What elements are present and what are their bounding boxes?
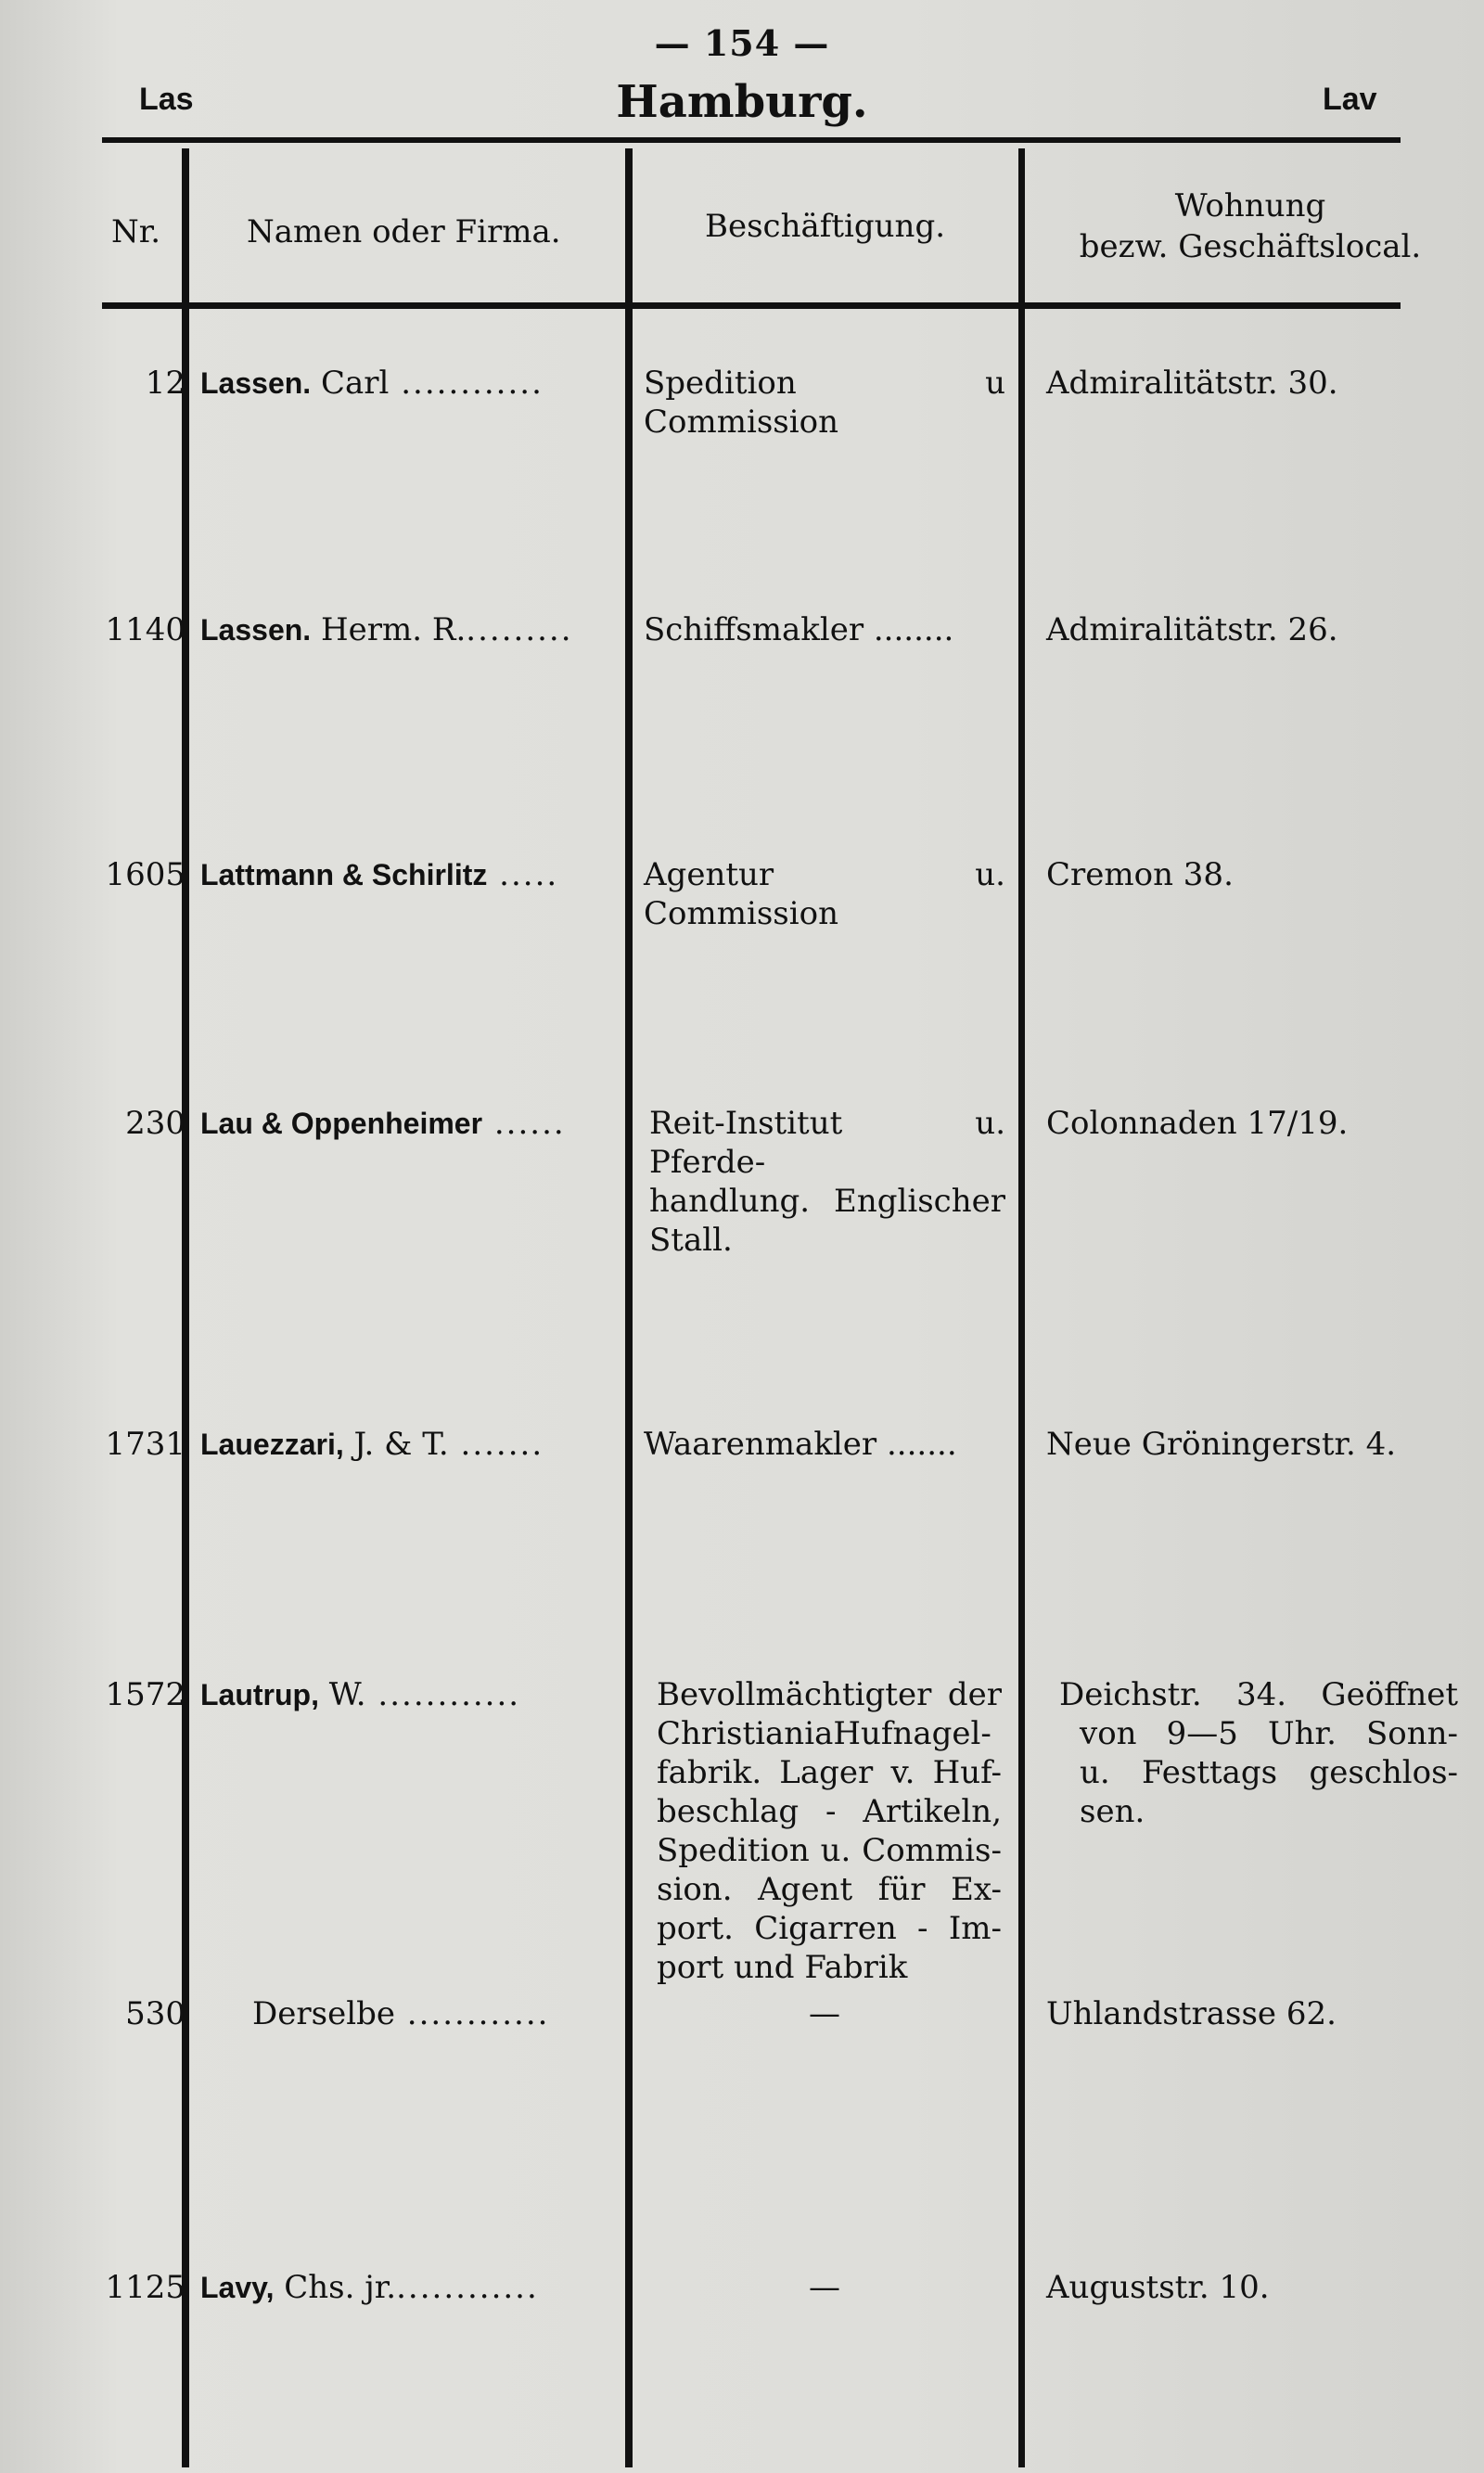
entry-name bbox=[200, 2268, 620, 2307]
entry-address-line: Colonnaden 17/19. bbox=[1046, 1105, 1349, 1142]
entry-name bbox=[200, 1104, 620, 1143]
entry-address bbox=[1046, 2268, 1454, 2307]
entry-address-line: Cremon 38. bbox=[1046, 856, 1234, 893]
entry-name-leader: ............ bbox=[396, 2269, 539, 2306]
entry-occupation-line: Reit-Institut u. Pferde- bbox=[649, 1105, 1005, 1181]
entry-name-rest: Carl bbox=[311, 365, 390, 402]
entry-occupation-line: Schiffsmakler ........ bbox=[644, 611, 954, 648]
right-running-head: Lav bbox=[1323, 82, 1377, 117]
entry-name-main: Lau & Oppenheimer bbox=[200, 1107, 483, 1140]
top-rule bbox=[102, 137, 1401, 143]
entry-name-rest: Herm. R. bbox=[311, 611, 467, 648]
entry-address-line: Auguststr. 10. bbox=[1046, 2269, 1270, 2306]
header-rule bbox=[102, 302, 1401, 309]
entry-occupation bbox=[644, 1425, 1005, 1464]
page-number: — 154 — bbox=[654, 22, 830, 64]
page-title: Hamburg. bbox=[616, 76, 868, 128]
entry-address-line: Uhlandstrasse 62. bbox=[1046, 1995, 1337, 2032]
entry-name-leader: ......... bbox=[466, 611, 573, 648]
entry-name-leader: ....... bbox=[448, 1426, 544, 1463]
entry-number: 1605 bbox=[105, 856, 186, 893]
entry-occupation bbox=[644, 855, 1005, 933]
column-header-name: Namen oder Firma. bbox=[247, 213, 561, 250]
column-header-address-line1: Wohnung bbox=[1174, 187, 1326, 224]
column-header-occupation: Beschäftigung. bbox=[705, 208, 946, 245]
entry-address-line: Admiralitätstr. 26. bbox=[1046, 611, 1338, 648]
column-header-address-line2: bezw. Geschäftslocal. bbox=[1079, 228, 1422, 265]
entry-occupation-line: Spedition u. Commis- bbox=[657, 1832, 1002, 1869]
entry-address bbox=[1046, 1994, 1454, 2033]
entry-number: 1140 bbox=[105, 611, 186, 648]
entry-name bbox=[200, 610, 620, 649]
entry-occupation-line: port. Cigarren - Im- bbox=[657, 1910, 1002, 1947]
entry-name-leader: ............ bbox=[365, 1676, 521, 1713]
entry-occupation-line: Bevollmächtigter der bbox=[657, 1676, 1002, 1713]
column-header-nr: Nr. bbox=[111, 213, 161, 250]
entry-name bbox=[200, 1425, 620, 1464]
entry-name bbox=[200, 1675, 620, 1714]
entry-name bbox=[252, 1994, 672, 2033]
entry-name bbox=[200, 364, 620, 403]
entry-occupation-line: ChristianiaHufnagel- bbox=[657, 1715, 991, 1752]
column-divider-occupation-address bbox=[1018, 148, 1025, 2467]
entry-address-line: u. Festtags geschlos- bbox=[1080, 1754, 1458, 1791]
entry-occupation-line: Spedition u Commission bbox=[644, 365, 1005, 441]
entry-occupation-line: handlung. Englischer bbox=[649, 1183, 1005, 1220]
column-header-address bbox=[1046, 186, 1454, 267]
entry-address bbox=[1046, 364, 1454, 403]
entry-number: 230 bbox=[125, 1105, 186, 1142]
entry-name bbox=[200, 855, 620, 894]
entry-address-line: Deichstr. 34. Geöffnet bbox=[1059, 1676, 1458, 1713]
entry-name-rest: J. & T. bbox=[343, 1426, 449, 1463]
entry-occupation-line: port und Fabrik bbox=[657, 1949, 908, 1986]
entry-name-main: Lauezzari, bbox=[200, 1428, 344, 1461]
entry-name-rest: W. bbox=[318, 1676, 366, 1713]
entry-address bbox=[1046, 855, 1454, 894]
entry-number: 530 bbox=[125, 1995, 186, 2032]
entry-name-leader: ...... bbox=[482, 1105, 566, 1142]
entry-name-leader: ............ bbox=[394, 1995, 550, 2032]
entry-address-line: Admiralitätstr. 30. bbox=[1046, 365, 1338, 402]
entry-address-line: von 9—5 Uhr. Sonn- bbox=[1080, 1715, 1458, 1752]
column-divider-nr-name bbox=[182, 148, 189, 2467]
entry-occupation bbox=[644, 364, 1005, 442]
entry-name-main: Lassen. bbox=[200, 366, 312, 400]
entry-address-line: sen. bbox=[1080, 1793, 1145, 1830]
column-divider-name-occupation bbox=[625, 148, 633, 2467]
entry-address bbox=[1046, 1104, 1454, 1143]
entry-name-leader: ..... bbox=[487, 856, 559, 893]
entry-occupation bbox=[657, 1675, 1002, 1987]
entry-name-main: Lattmann & Schirlitz bbox=[200, 858, 488, 891]
entry-occupation-line: — bbox=[809, 1995, 840, 2032]
entry-address-line: Neue Gröningerstr. 4. bbox=[1046, 1426, 1397, 1463]
entry-name-main: Lavy, bbox=[200, 2271, 275, 2304]
entry-occupation-line: beschlag - Artikeln, bbox=[657, 1793, 1002, 1830]
entry-name-rest: Chs. jr. bbox=[274, 2269, 397, 2306]
entry-occupation-line: fabrik. Lager v. Huf- bbox=[657, 1754, 1002, 1791]
entry-address bbox=[1046, 1425, 1454, 1464]
left-running-head: Las bbox=[139, 82, 194, 117]
entry-occupation bbox=[649, 1104, 1005, 1260]
entry-occupation-line: sion. Agent für Ex- bbox=[657, 1871, 1002, 1908]
entry-occupation bbox=[644, 2268, 1005, 2307]
entry-occupation-line: Stall. bbox=[649, 1222, 733, 1259]
entry-address bbox=[1059, 1675, 1458, 1831]
entry-number: 1731 bbox=[105, 1426, 186, 1463]
entry-number: 1125 bbox=[105, 2269, 186, 2306]
entry-occupation-line: Waarenmakler ....... bbox=[644, 1426, 957, 1463]
entry-number: 1572 bbox=[105, 1676, 186, 1713]
entry-name-rest: Derselbe bbox=[252, 1995, 395, 2032]
entry-number: 12 bbox=[145, 365, 186, 402]
entry-name-main: Lautrup, bbox=[200, 1678, 319, 1711]
entry-occupation bbox=[644, 610, 1005, 649]
entry-name-leader: ............ bbox=[389, 365, 544, 402]
entry-occupation-line: Agentur u. Commission bbox=[644, 856, 1005, 932]
entry-occupation bbox=[644, 1994, 1005, 2033]
entry-name-main: Lassen. bbox=[200, 613, 312, 647]
entry-address bbox=[1046, 610, 1454, 649]
entry-occupation-line: — bbox=[809, 2269, 840, 2306]
